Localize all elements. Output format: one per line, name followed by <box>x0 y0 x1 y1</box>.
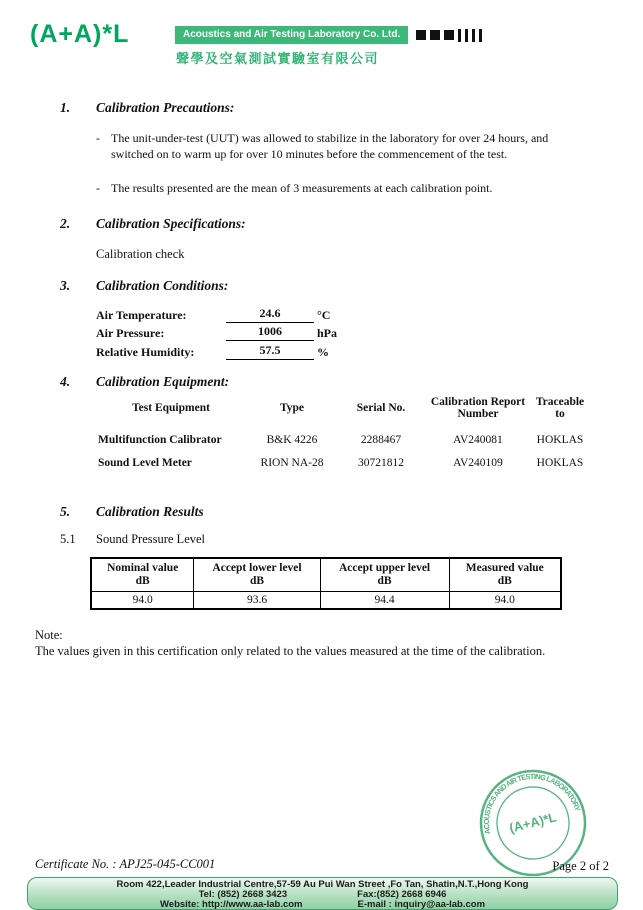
precaution-text: The results presented are the mean of 3 measurements at each calibration point. <box>111 181 493 195</box>
results-table <box>90 557 562 610</box>
section-number: 1. <box>60 100 71 115</box>
condition-unit: % <box>317 344 329 359</box>
section-5-heading <box>60 504 588 520</box>
page-number: Page 2 of 2 <box>552 859 609 873</box>
condition-row <box>96 341 588 360</box>
condition-label: Air Temperature: <box>96 307 187 322</box>
footer-banner <box>27 877 618 910</box>
equipment-cell: AV240081 <box>453 433 503 446</box>
results-header-cell <box>91 558 194 592</box>
bar-mark-icon <box>472 29 475 42</box>
condition-unit: °C <box>317 307 331 322</box>
equipment-cell: 30721812 <box>358 456 404 469</box>
note-text: The values given in this certification only related to the values measured at the time of the calibration. <box>35 643 546 658</box>
condition-value: 1006 <box>226 324 314 341</box>
results-header-unit: dB <box>249 574 265 587</box>
header-banner-row <box>175 26 482 44</box>
results-value-cell: 94.0 <box>449 591 561 609</box>
footer-address: Room 422,Leader Industrial Centre,57-59 Au Pui Wan Street ,Fo Tan, Shatin,N.T.,Hong Kong <box>116 879 529 890</box>
condition-value: 24.6 <box>226 306 314 323</box>
company-name-chinese: 聲學及空氣測試實驗室有限公司 <box>176 51 380 66</box>
equipment-cell: 2288467 <box>360 433 402 446</box>
company-logo: (A+A)*L <box>30 20 130 48</box>
section-number: 5. <box>60 503 71 519</box>
results-header-cell <box>194 558 320 592</box>
section-title: Calibration Equipment: <box>96 373 230 389</box>
subsection-number: 5.1 <box>60 531 76 546</box>
section-number: 2. <box>60 216 71 231</box>
condition-label: Air Pressure: <box>96 326 165 340</box>
certificate-number: Certificate No. : APJ25-045-CC001 <box>35 857 216 871</box>
seal-ring-text: ACOUSTICS AND AIR TESTING LABORATORY <box>481 771 583 835</box>
results-header-cell <box>449 558 561 592</box>
subsection-title: Sound Pressure Level <box>96 531 206 546</box>
results-value-cell: 94.4 <box>320 591 449 609</box>
equipment-cell: HOKLAS <box>536 456 584 469</box>
section-title: Calibration Specifications: <box>96 216 246 231</box>
results-value-row <box>91 591 561 609</box>
note-label: Note: <box>35 628 63 642</box>
results-header-title: Nominal value <box>107 561 179 574</box>
results-header-title: Accept upper level <box>339 561 431 574</box>
equipment-cell: HOKLAS <box>536 433 584 446</box>
results-header-title: Measured value <box>465 561 544 574</box>
equipment-cell: AV240109 <box>453 456 503 469</box>
section-1-heading <box>60 100 588 116</box>
results-value-cell: 93.6 <box>194 591 320 609</box>
section-3-heading <box>60 278 588 294</box>
footer-contact-line <box>28 890 617 900</box>
equipment-cell: RION NA-28 <box>260 456 324 469</box>
subsection-heading <box>60 532 588 547</box>
square-mark-icon <box>416 30 426 40</box>
footer-web-line <box>28 900 617 910</box>
footer-website: Website: http://www.aa-lab.com <box>159 899 303 910</box>
results-header-cell <box>320 558 449 592</box>
equipment-row <box>96 426 588 449</box>
header <box>30 20 633 70</box>
section-title: Calibration Precautions: <box>96 100 235 115</box>
section-number: 4. <box>60 373 71 389</box>
square-mark-icon <box>444 30 454 40</box>
precaution-item <box>96 180 588 196</box>
results-header-unit: dB <box>497 574 512 587</box>
condition-label: Relative Humidity: <box>96 344 195 359</box>
equipment-table <box>96 394 588 472</box>
document-body <box>60 100 588 610</box>
results-header-row <box>91 558 561 592</box>
equipment-header-cell: Type <box>279 401 305 414</box>
equipment-header-cell: Calibration Report Number <box>430 395 526 420</box>
condition-row <box>96 304 588 323</box>
note-block <box>35 628 588 659</box>
footer-email: E-mail : inquiry@aa-lab.com <box>357 899 486 910</box>
equipment-cell: B&K 4226 <box>266 433 318 446</box>
header-registration-marks <box>416 29 482 42</box>
results-header-unit: dB <box>135 574 150 587</box>
seal-center-text: (A+A)*L <box>507 809 558 836</box>
conditions-list <box>60 304 588 360</box>
specification-text: Calibration check <box>96 247 185 261</box>
precaution-text: The unit-under-test (UUT) was allowed to stabilize in the laboratory for over 24 hours, and switched on to warm up for over 10 minutes before the commencement of the test. <box>111 131 549 161</box>
section-title: Calibration Results <box>96 503 204 519</box>
condition-unit: hPa <box>317 326 338 340</box>
equipment-header-row <box>96 394 588 426</box>
results-value-cell: 94.0 <box>91 591 194 609</box>
equipment-cell: Sound Level Meter <box>98 456 192 469</box>
precaution-item <box>96 130 588 162</box>
equipment-header-cell: Serial No. <box>356 401 406 414</box>
equipment-header-cell: Traceable to <box>535 395 585 420</box>
results-header-unit: dB <box>377 574 392 587</box>
bullet-marker: - <box>96 181 100 195</box>
condition-row <box>96 323 588 342</box>
bar-mark-icon <box>465 29 468 42</box>
bar-mark-icon <box>458 29 461 42</box>
company-name-banner: Acoustics and Air Testing Laboratory Co. Ltd. <box>175 26 408 44</box>
equipment-header-cell: Test Equipment <box>132 401 210 414</box>
bullet-marker: - <box>96 131 100 145</box>
footer-tel: Tel: (852) 2668 3423 <box>198 889 288 900</box>
results-header-title: Accept lower level <box>212 561 302 574</box>
footer-fax: Fax:(852) 2668 6946 <box>357 889 447 900</box>
bar-mark-icon <box>479 29 482 42</box>
condition-value: 57.5 <box>226 343 314 360</box>
section-2-heading <box>60 216 588 232</box>
equipment-row <box>96 449 588 472</box>
section-4-heading <box>60 374 588 390</box>
square-mark-icon <box>430 30 440 40</box>
section-number: 3. <box>60 278 71 293</box>
section-title: Calibration Conditions: <box>96 278 229 293</box>
equipment-cell: Multifunction Calibrator <box>98 433 222 446</box>
